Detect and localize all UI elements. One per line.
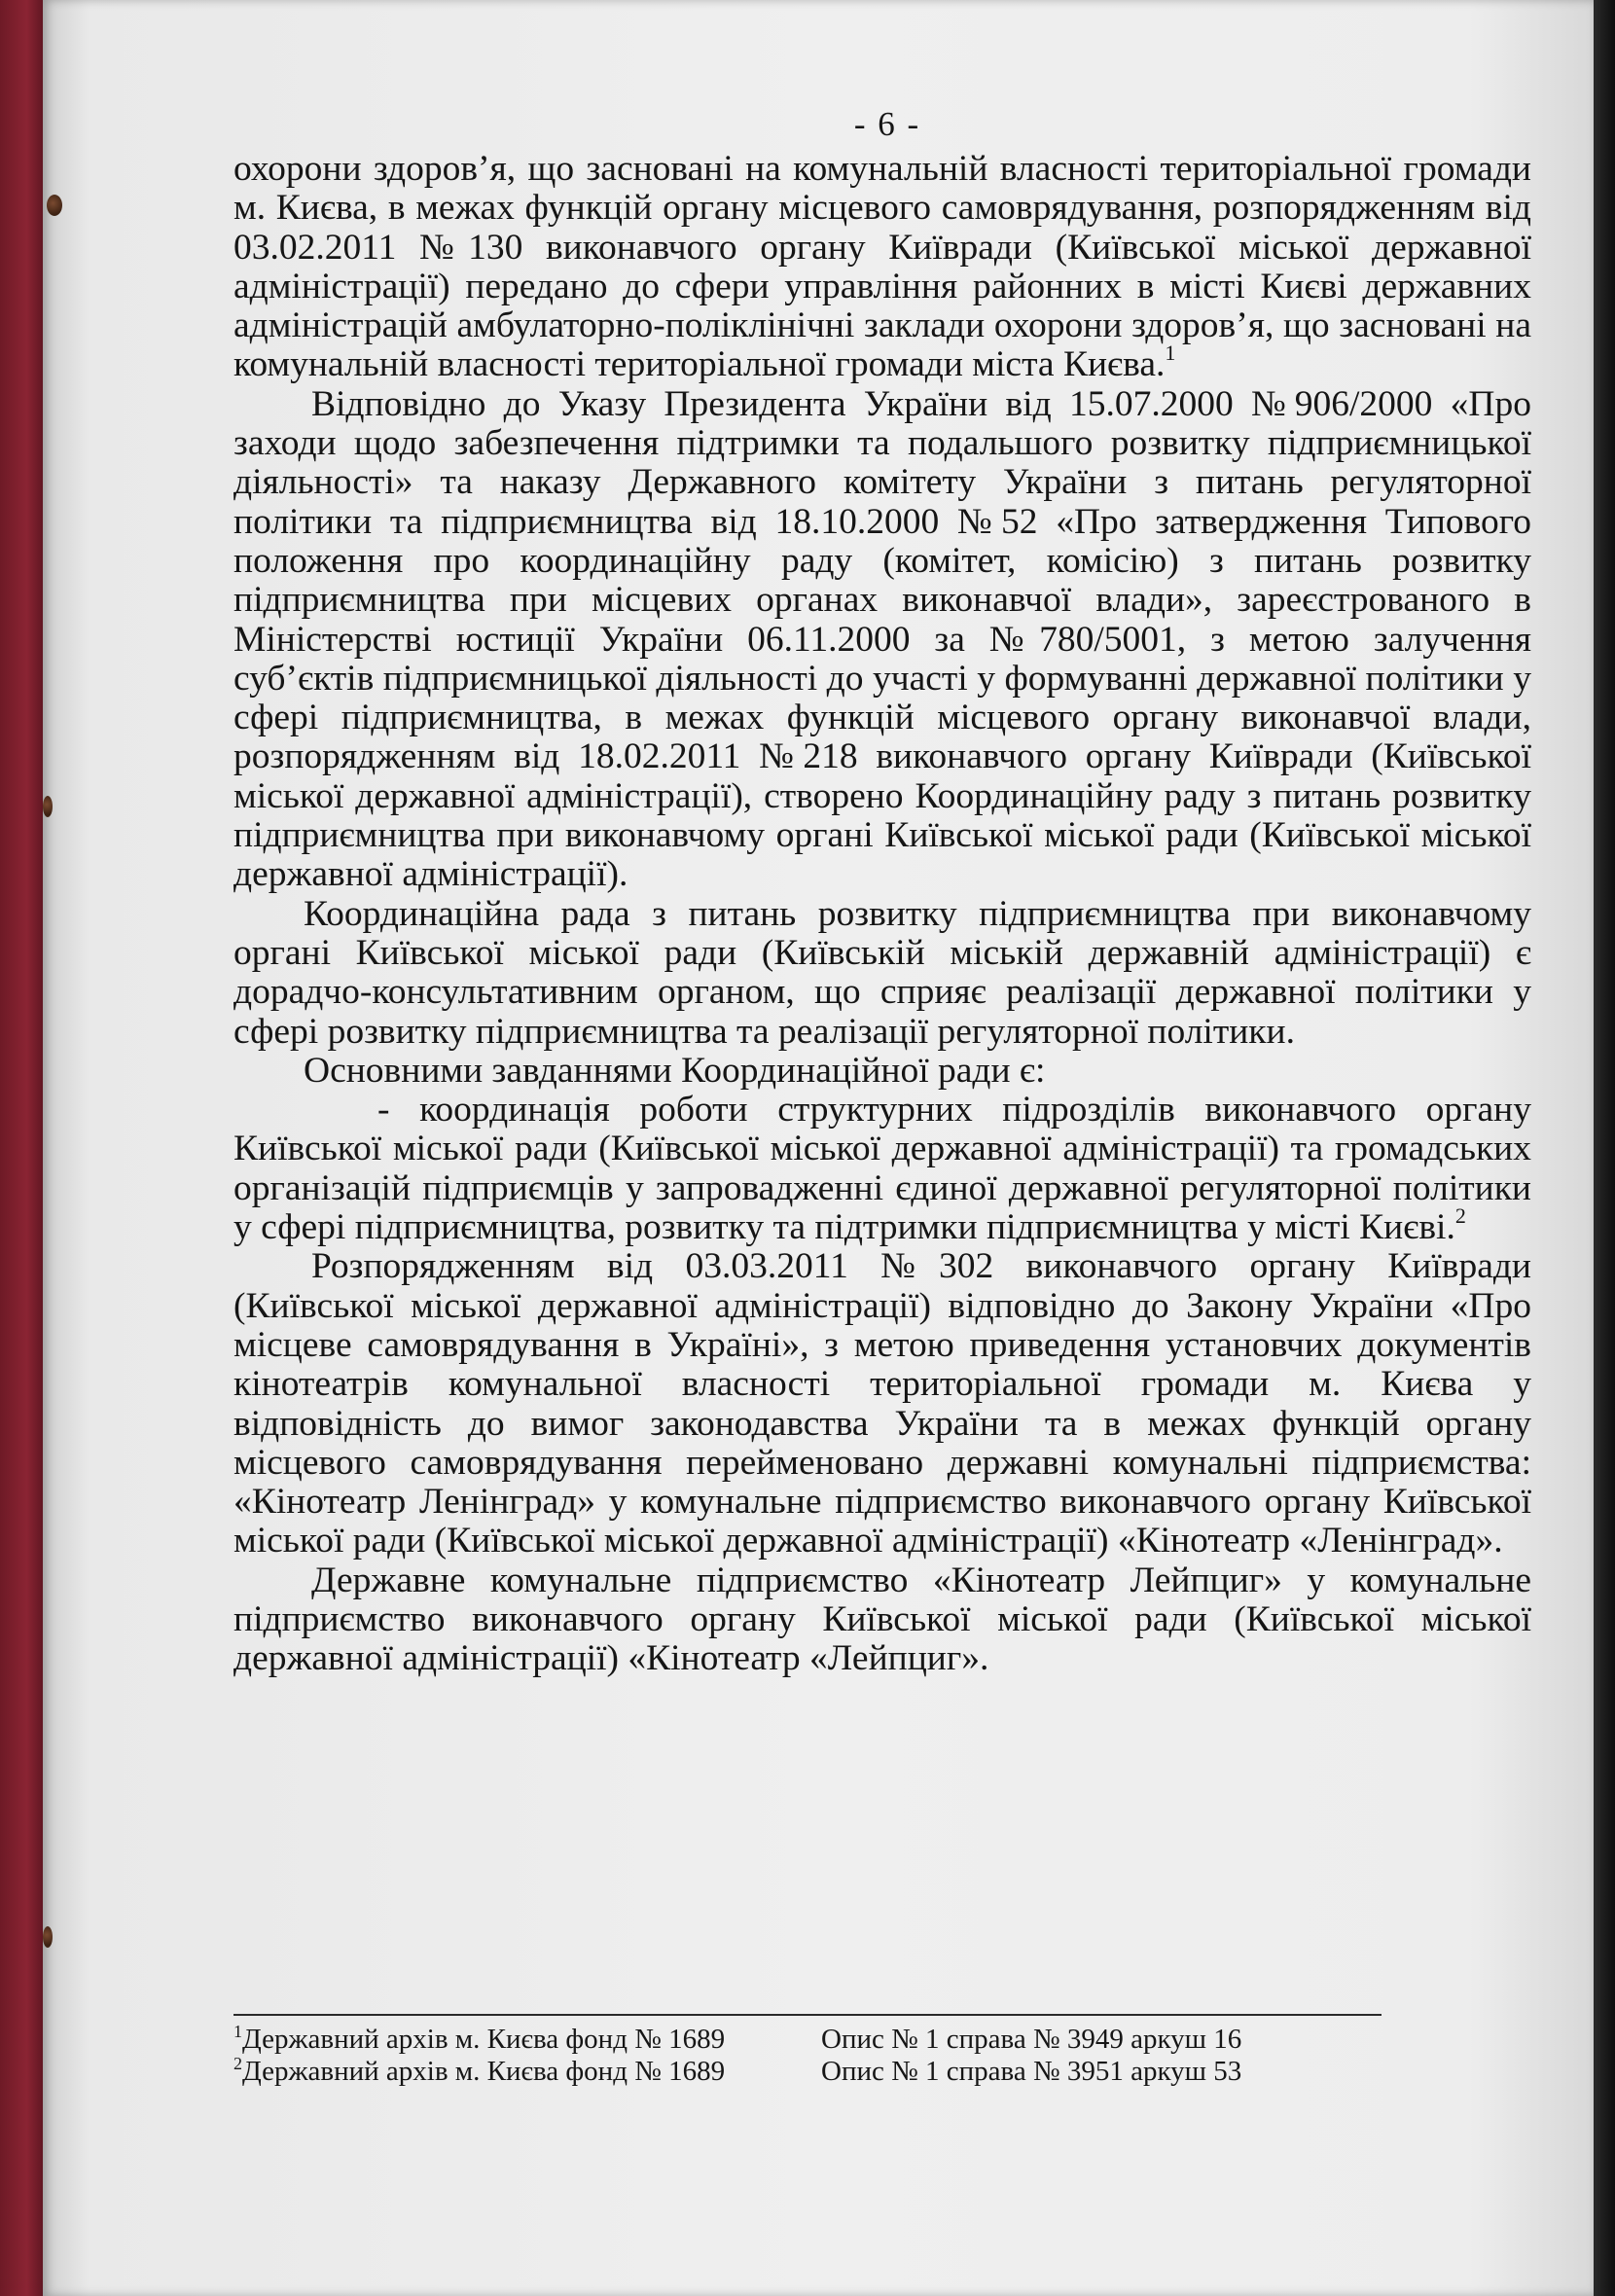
paragraph-5: Розпорядженням від 03.03.2011 №302 виконавчого органу Київради (Київської міської державної адміністрації) відповідно до Закону України «Про місцеве самоврядування в Україні», з метою приведення установчих документів кінотеатрів комунальної власності територіальної громади м. Києва у відповідність до вимог законодавства України та в межах функцій органу місцевого самоврядування перейменовано державні комунальні підприємства: «Кінотеатр Ленінград» у комунальне підприємство виконавчого органу Київської міської ради (Київської міської державної адміністрації) «Кінотеатр «Ленінград». — [233, 1246, 1531, 1561]
punch-hole — [47, 195, 62, 216]
binder-edge — [0, 0, 45, 2296]
footnote: $^2$Державний архів м. Києва фонд № 1689 Опис № 1 справа № 3951 аркуш 53 — [233, 2054, 1242, 2087]
punch-hole — [43, 1926, 53, 1948]
list-item: - координація роботи структурних підрозділів виконавчого органу Київської міської ради (Київської міської державної адміністрації) та громадських організацій підприємців у запровадженні єдиної державної регуляторної політики у сфері підприємництва, розвитку та підтримки підприємництва у місті Києві.$^2$ — [233, 1090, 1531, 1248]
footnotes — [233, 2014, 1382, 2088]
paragraph-6: Державне комунальне підприємство «Кінотеатр Лейпциг» у комунальне підприємство виконавчого органу Київської міської ради (Київської міської державної адміністрації) «Кінотеатр «Лейпциг». — [233, 1560, 1531, 1679]
background-edge — [1594, 0, 1615, 2296]
page-number: - 6 - — [853, 105, 921, 143]
paragraph-1: охорони здоров’я, що засновані на комунальній власності територіальної громади м. Києва, в межах функцій органу місцевого самоврядування, розпорядженням від 03.02.2011 №130 виконавчого органу Київради (Київської міської державної адміністрації) передано до сфери управління районних в місті Києві державних адміністрацій амбулаторно-поліклінічні заклади охорони здоров’я, що засновані на комунальній власності територіальної громади міста Києва.$^1$ — [233, 149, 1531, 385]
punch-hole — [43, 796, 53, 817]
document-body — [233, 105, 1531, 1679]
paragraph-2: Відповідно до Указу Президента України від 15.07.2000 №906/2000 «Про заходи щодо забезпечення підтримки та подальшого розвитку підприємницької діяльності» та наказу Державного комітету України з питань регуляторної політики та підприємництва від 18.10.2000 №52 «Про затвердження Типового положення про координаційну раду (комітет, комісію) з питань розвитку підприємництва при місцевих органах виконавчої влади», зареєстрованого в Міністерстві юстиції України 06.11.2000 за №780/5001, з метою залучення суб’єктів підприємницької діяльності до участі у формуванні державної політики у сфері підприємництва, в межах функцій місцевого органу виконавчої влади, розпорядженням від 18.02.2011 №218 виконавчого органу Київради (Київської міської державної адміністрації), створено Координаційну раду з питань розвитку підприємництва при виконавчому органі Київської міської ради (Київської міської державної адміністрації). — [233, 383, 1531, 895]
paragraph-4: Основними завданнями Координаційної ради є: — [304, 1050, 1046, 1091]
footnote-ref: 2 — [1454, 1203, 1466, 1229]
paragraph-3: Координаційна рада з питань розвитку підприємництва при виконавчому органі Київської міської ради (Київській міській державній адміністрації) є дорадчо-консультативним органом, що сприяє реалізації державної політики у сфері розвитку підприємництва та реалізації регуляторної політики. — [233, 893, 1531, 1052]
footnote-ref: 1 — [1165, 341, 1176, 366]
footnote: $^1$Державний архів м. Києва фонд № 1689 Опис № 1 справа № 3949 аркуш 16 — [233, 2022, 1242, 2055]
